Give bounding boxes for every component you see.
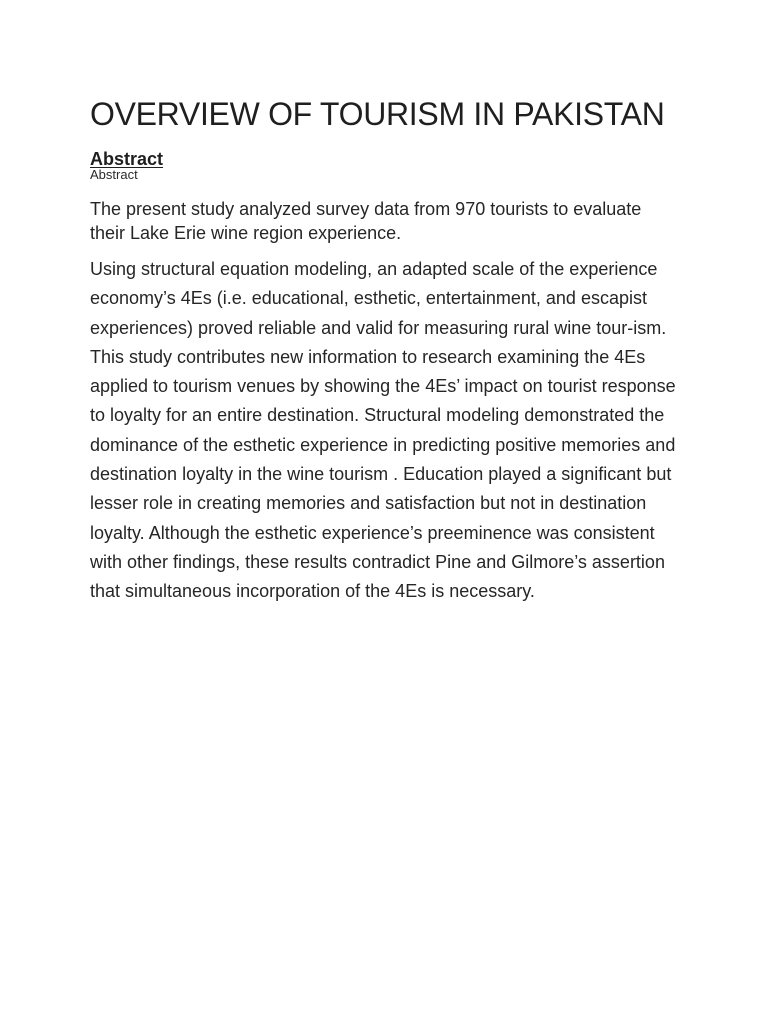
abstract-subheading: Abstract [90, 167, 138, 182]
document-title: OVERVIEW OF TOURISM IN PAKISTAN [90, 96, 665, 132]
body-paragraph: Using structural equation modeling, an adapted scale of the experience economy’s 4Es (i.e. educational, esthetic, entertainment, and escapist experiences) proved reliable and valid for measuring rural wine tour-ism. This study contributes new information to research examining the 4Es applied to tourism venues by showing the 4Es’ impact on tourist response to loyalty for an entire destination. Structural modeling demonstrated the dominance of the esthetic experience in predicting positive memories and destination loyalty in the wine tourism . Education played a significant but lesser role in creating memories and satisfaction but not in destination loyalty. Although the esthetic experience’s preeminence was consistent with other findings, these results contradict Pine and Gilmore’s assertion that simultaneous incorporation of the 4Es is necessary. [90, 259, 676, 602]
document-page [90, 92, 680, 607]
summary-paragraph: The present study analyzed survey data from 970 tourists to evaluate their Lake Erie wine region experience. [90, 199, 642, 243]
abstract-heading: Abstract [90, 149, 164, 169]
